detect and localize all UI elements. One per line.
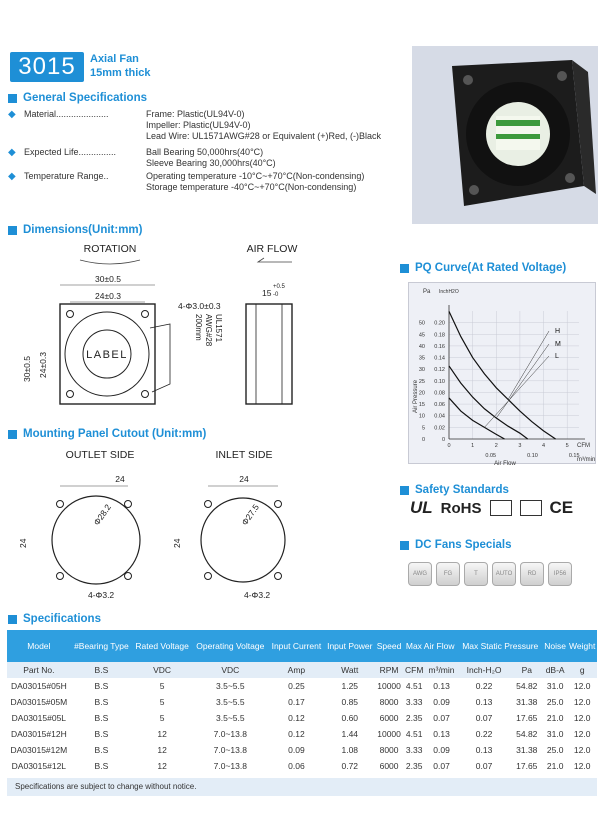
fg-option-icon: FG (436, 562, 460, 586)
table-cell: 0.25 (288, 681, 305, 691)
table-cell: 1.08 (341, 745, 359, 755)
thickness-tol-top: +0.5 (273, 284, 285, 290)
m3-tick-label: 0.10 (527, 453, 538, 459)
auto-restart-option-icon: AUTO (492, 562, 516, 586)
dimensions-title: Dimensions(Unit:mm) (8, 224, 142, 236)
table-cell: 1.25 (341, 681, 359, 691)
table-cell: 0.60 (341, 713, 359, 723)
table-cell: DA03015#12M (10, 745, 68, 755)
inlet-holes: 4-Φ3.2 (244, 590, 271, 600)
table-cell: 4.51 (405, 729, 423, 739)
outlet-side-label: OUTLET SIDE (65, 449, 135, 461)
inh2o-tick-label: 0.14 (434, 355, 445, 362)
pa-tick-label: 10 (418, 413, 425, 420)
table-cell: 12.0 (573, 713, 591, 723)
inh2o-unit: InchH2O (439, 289, 459, 295)
table-cell: 5 (159, 713, 165, 723)
pa-tick-label: 35 (418, 355, 425, 362)
dc-specials-icons (408, 562, 572, 586)
safety-logos (410, 498, 573, 518)
thermal-option-icon: T (464, 562, 488, 586)
table-cell: 12.0 (573, 697, 591, 707)
inlet-side-label: INLET SIDE (215, 449, 273, 461)
table-cell: 0.07 (475, 761, 493, 771)
header-air-flow: Max Air Flow (403, 630, 458, 662)
table-cell: 0.85 (341, 697, 359, 707)
table-cell: B.S (94, 681, 109, 691)
pa-tick-label: 20 (418, 390, 425, 397)
inlet-dim-side: 24 (172, 538, 182, 548)
unit-cell: Amp (269, 662, 325, 678)
section-marker-icon (8, 430, 17, 439)
header-static-pressure: Max Static Pressure (458, 630, 543, 662)
life-row (8, 147, 276, 169)
outlet-dim-top: 24 (115, 474, 125, 484)
inlet-dim-top: 24 (239, 474, 249, 484)
table-cell: 2.35 (405, 761, 423, 771)
unit-cell: VDC (192, 662, 268, 678)
section-marker-icon (8, 226, 17, 235)
table-cell: 31.38 (516, 745, 538, 755)
unit-cell: Inch-H₂O (458, 662, 511, 678)
table-cell: 0.13 (475, 697, 493, 707)
table-cell: 8000 (379, 745, 399, 755)
table-cell: 25.0 (546, 745, 564, 755)
mounting-title: Mounting Panel Cutout (Unit:mm) (8, 428, 206, 440)
table-cell: 8000 (379, 697, 399, 707)
m3-tick-label: 0.15 (568, 453, 580, 459)
disclaimer-note: Specifications are subject to change without notice. (7, 778, 597, 796)
table-cell: 0.13 (433, 729, 450, 739)
wire-length: 200mm (194, 314, 203, 341)
life-sleeve: Sleeve Bearing 30,000hrs(40°C) (146, 158, 276, 168)
material-frame: Frame: Plastic(UL94V-0) (146, 109, 245, 119)
table-cell: 10000 (377, 729, 401, 739)
unit-cell: VDC (132, 662, 192, 678)
table-cell: 6000 (379, 713, 399, 723)
table-cell: 3.5~5.5 (216, 713, 245, 723)
lead-wire (150, 324, 170, 392)
pq-chart (409, 283, 597, 465)
material-row (8, 109, 381, 142)
unit-cell: dB-A (543, 662, 567, 678)
table-cell: 12.0 (573, 681, 591, 691)
header-noise: Noise (543, 630, 567, 662)
ip56-option-icon: IP56 (548, 562, 572, 586)
table-cell: 0.13 (475, 745, 493, 755)
table-cell: 0.12 (288, 713, 305, 723)
side-view-outline (246, 304, 292, 404)
inh2o-tick-label: 0.04 (434, 413, 445, 420)
table-cell: 0.72 (341, 761, 359, 771)
pa-tick-label: 45 (418, 332, 425, 339)
inh2o-tick-label: 0.02 (434, 425, 445, 432)
table-cell: 0.17 (288, 697, 305, 707)
dimensions-drawing (0, 236, 330, 426)
table-cell: 7.0~13.8 (213, 761, 247, 771)
table-cell: B.S (94, 729, 109, 739)
product-subtitle: 15mm thick (90, 67, 151, 79)
table-cell: B.S (94, 697, 109, 707)
general-spec-title: General Specifications (8, 92, 147, 104)
inh2o-tick-label: 0.18 (434, 332, 445, 339)
pa-unit: Pa (423, 289, 431, 295)
rotation-arrow-icon (80, 260, 140, 264)
cfm-tick-label: 5 (565, 443, 569, 449)
diamond-bullet-icon: ◆ (8, 147, 16, 158)
table-cell: 31.0 (546, 729, 564, 739)
table-cell: 0.07 (433, 761, 450, 771)
table-cell: 0.07 (433, 713, 450, 723)
outlet-cutout (52, 496, 140, 584)
unit-cell: m³/min (426, 662, 458, 678)
table-cell: 7.0~13.8 (213, 745, 247, 755)
table-row (7, 726, 597, 742)
inh2o-tick-label: 0.16 (434, 343, 445, 350)
header-operating-voltage: Operating Voltage (192, 630, 268, 662)
pa-tick-label: 0 (421, 437, 425, 443)
table-cell: 12 (157, 729, 167, 739)
pq-series-line-h (449, 311, 556, 439)
table-cell: 17.65 (516, 761, 538, 771)
cfm-tick-label: 1 (471, 443, 475, 449)
safety-title: Safety Standards (400, 484, 509, 496)
m3-unit: m³/min (577, 457, 596, 463)
model-number: 3015 (10, 52, 84, 82)
pa-tick-label: 25 (418, 378, 425, 385)
diamond-bullet-icon: ◆ (8, 109, 16, 120)
header-weight: Weight (567, 630, 597, 662)
table-cell: 54.82 (516, 729, 538, 739)
width-24: 24±0.3 (95, 291, 121, 301)
table-cell: DA03015#05H (10, 681, 67, 691)
table-cell: 12.0 (573, 745, 591, 755)
pa-tick-label: 40 (418, 343, 425, 350)
product-title: Axial Fan (90, 53, 139, 65)
table-cell: 0.09 (433, 745, 450, 755)
tuv-mark-icon (490, 500, 512, 516)
unit-cell: B.S (71, 662, 132, 678)
table-cell: 2.35 (405, 713, 423, 723)
temperature-storage: Storage temperature -40°C~+70°C(Non-condensing) (146, 182, 357, 192)
pa-tick-label: 30 (418, 367, 425, 374)
rd-option-icon: RD (520, 562, 544, 586)
material-lead-wire: Lead Wire: UL1571AWG#28 or Equivalent (+)Red, (-)Black (146, 131, 382, 141)
header-input-power: Input Power (324, 630, 375, 662)
height-24: 24±0.3 (38, 352, 48, 378)
table-cell: 12 (157, 745, 167, 755)
mounting-drawing (0, 444, 300, 604)
table-cell: 0.07 (475, 713, 493, 723)
series-label: L (555, 353, 559, 360)
series-leader-line (484, 356, 549, 427)
header-model: Model (7, 630, 71, 662)
temperature-operating: Operating temperature -10°C~+70°C(Non-condensing) (146, 171, 365, 181)
table-cell: 12.0 (573, 761, 591, 771)
airflow-label: AIR FLOW (246, 243, 298, 255)
table-cell: 31.38 (516, 697, 538, 707)
table-row (7, 710, 597, 726)
awg-option-icon: AWG (408, 562, 432, 586)
table-cell: 21.0 (546, 713, 564, 723)
hole-callout: 4-Φ3.0±0.3 (178, 301, 221, 311)
table-cell: B.S (94, 761, 109, 771)
inh2o-tick-label: 0 (441, 437, 445, 443)
unit-cell: g (567, 662, 597, 678)
table-cell: DA03015#12H (10, 729, 67, 739)
width-30: 30±0.5 (95, 274, 121, 284)
table-cell: 12.0 (573, 729, 591, 739)
outlet-holes: 4-Φ3.2 (88, 590, 115, 600)
inh2o-tick-label: 0.06 (434, 402, 445, 409)
cert-mark-icon (520, 500, 542, 516)
table-cell: 0.12 (288, 729, 305, 739)
outlet-dim-side: 24 (18, 538, 28, 548)
table-cell: 0.22 (475, 729, 493, 739)
cfm-tick-label: 4 (542, 443, 546, 449)
table-cell: 0.13 (433, 681, 450, 691)
header-rated-voltage: Rated Voltage (132, 630, 192, 662)
section-marker-icon (8, 94, 17, 103)
pa-tick-label: 15 (418, 402, 425, 409)
outlet-diameter: Φ28.2 (91, 502, 114, 528)
table-cell: B.S (94, 745, 109, 755)
label-text: LABEL (86, 349, 128, 361)
rotation-label: ROTATION (83, 243, 137, 255)
rohs-logo-icon: RoHS (440, 499, 482, 517)
cfm-tick-label: 0 (447, 443, 451, 449)
header-bearing: #Bearing Type (71, 630, 132, 662)
header-input-current: Input Current (269, 630, 325, 662)
pq-chart-box (408, 282, 596, 464)
inh2o-tick-label: 0.12 (434, 367, 445, 374)
table-cell: 54.82 (516, 681, 538, 691)
table-row (7, 758, 597, 774)
pa-tick-label: 5 (421, 425, 425, 432)
table-cell: 0.09 (433, 697, 450, 707)
table-row (7, 742, 597, 758)
section-marker-icon (400, 264, 409, 273)
section-marker-icon (400, 486, 409, 495)
temperature-label: Temperature Range.. (24, 171, 109, 181)
cfm-unit: CFM (577, 443, 590, 449)
series-label: M (555, 341, 561, 348)
inh2o-tick-label: 0.08 (434, 390, 445, 397)
table-cell: 0.22 (475, 681, 493, 691)
unit-cell: CFM (403, 662, 426, 678)
specifications-title: Specifications (8, 613, 101, 625)
section-marker-icon (400, 541, 409, 550)
table-cell: B.S (94, 713, 109, 723)
material-label: Material..................... (24, 109, 109, 119)
unit-cell: RPM (375, 662, 403, 678)
table-row (7, 694, 597, 710)
table-cell: 3.5~5.5 (216, 681, 245, 691)
table-cell: 4.51 (405, 681, 423, 691)
table-cell: 3.5~5.5 (216, 697, 245, 707)
units-row (7, 662, 597, 678)
inh2o-tick-label: 0.10 (434, 378, 445, 385)
table-cell: 1.44 (341, 729, 359, 739)
table-cell: 0.06 (288, 761, 305, 771)
table-cell: DA03015#05M (10, 697, 68, 707)
table-cell: 5 (159, 697, 165, 707)
m3-tick-label: 0.05 (485, 453, 497, 459)
material-impeller: Impeller: Plastic(UL94V-0) (146, 120, 251, 130)
table-cell: 7.0~13.8 (213, 729, 247, 739)
fan-photo (412, 46, 598, 224)
table-cell: 17.65 (516, 713, 538, 723)
unit-cell: Pa (511, 662, 543, 678)
inlet-cutout (201, 498, 285, 582)
ce-logo-icon: CE (549, 498, 574, 517)
pq-series-line-m (449, 366, 528, 439)
dc-specials-title: DC Fans Specials (400, 539, 512, 551)
diamond-bullet-icon: ◆ (8, 171, 16, 182)
cfm-tick-label: 3 (518, 443, 522, 449)
table-row (7, 678, 597, 694)
temperature-row (8, 171, 364, 193)
table-cell: 10000 (377, 681, 401, 691)
life-ball: Ball Bearing 50,000hrs(40°C) (146, 147, 264, 157)
table-cell: DA03015#12L (11, 761, 67, 771)
y-axis-title: Air Pressure (413, 379, 419, 413)
pq-title: PQ Curve(At Rated Voltage) (400, 262, 566, 274)
height-30: 30±0.5 (22, 356, 32, 382)
wire-ul: UL1571 (214, 314, 223, 343)
ul-logo-icon: UL (410, 498, 433, 517)
table-cell: 0.09 (288, 745, 305, 755)
wire-awg: AWG#28 (204, 314, 213, 347)
unit-cell: Watt (324, 662, 375, 678)
table-cell: 3.33 (405, 745, 423, 755)
thickness-tol-bottom: -0 (273, 292, 279, 298)
inh2o-tick-label: 0.20 (434, 320, 445, 327)
table-cell: 21.0 (546, 761, 564, 771)
specifications-body (7, 678, 597, 774)
x-axis-title: Air Flow (494, 461, 516, 465)
table-cell: 25.0 (546, 697, 564, 707)
header-speed: Speed (375, 630, 403, 662)
pa-tick-label: 50 (418, 320, 425, 327)
section-marker-icon (8, 615, 17, 624)
unit-cell: Part No. (7, 662, 71, 678)
inlet-diameter: Φ27.5 (239, 502, 262, 528)
thickness-value: 15 (262, 288, 272, 298)
life-label: Expected Life............... (24, 147, 117, 157)
specifications-table (7, 630, 597, 774)
table-cell: 12 (157, 761, 167, 771)
table-cell: 5 (159, 681, 165, 691)
table-cell: 6000 (379, 761, 399, 771)
series-leader-line (508, 331, 549, 399)
table-cell: DA03015#05L (11, 713, 67, 723)
series-label: H (555, 328, 561, 335)
table-cell: 3.33 (405, 697, 423, 707)
table-cell: 31.0 (546, 681, 564, 691)
cfm-tick-label: 2 (494, 443, 498, 449)
airflow-arrow-icon (258, 258, 292, 262)
